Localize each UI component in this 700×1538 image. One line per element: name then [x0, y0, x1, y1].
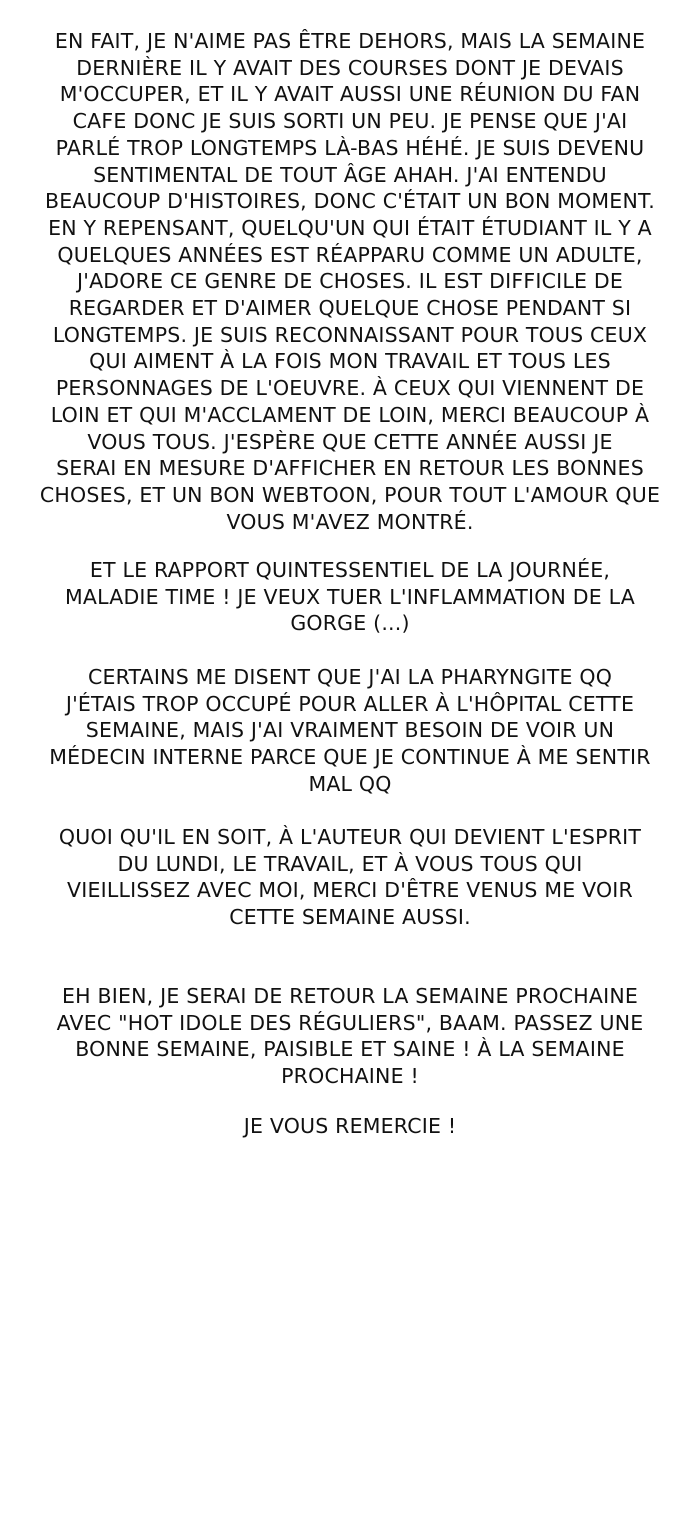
text-line: DERNIÈRE IL Y AVAIT DES COURSES DONT JE DEVAIS: [76, 55, 624, 80]
text-line: PROCHAINE !: [281, 1064, 419, 1089]
text-line: CERTAINS ME DISENT QUE J'AI LA PHARYNGITE QQ: [87, 665, 613, 689]
text-line: CETTE SEMAINE AUSSI.: [229, 905, 471, 930]
text-line: VIEILLISSEZ AVEC MOI, MERCI D'ÊTRE VENUS ME VOIR: [67, 878, 633, 903]
text-line: J'ADORE CE GENRE DE CHOSES. IL EST DIFFICILE DE: [77, 269, 623, 294]
text-line: M'OCCUPER, ET IL Y AVAIT AUSSI UNE RÉUNION DU FAN: [59, 82, 641, 107]
text-line: SEMAINE, MAIS J'AI VRAIMENT BESOIN DE VOIR UN: [85, 718, 615, 743]
text-line: PARLÉ TROP LONGTEMPS LÀ-BAS HÉHÉ. JE SUIS DEVENU: [55, 135, 645, 160]
text-line: VOUS M'AVEZ MONTRÉ.: [226, 509, 474, 534]
text-line: PERSONNAGES DE L'OEUVRE. À CEUX QUI VIENNENT DE: [55, 376, 645, 401]
text-line: CHOSES, ET UN BON WEBTOON, POUR TOUT L'AMOUR QUE: [39, 482, 661, 507]
text-line: EN FAIT, JE N'AIME PAS ÊTRE DEHORS, MAIS LA SEMAINE: [54, 29, 646, 53]
text-line: SERAI EN MESURE D'AFFICHER EN RETOUR LES BONNES: [56, 456, 644, 481]
text-line: ET LE RAPPORT QUINTESSENTIEL DE LA JOURNÉE,: [89, 558, 611, 582]
paragraph-intro: [14, 28, 686, 535]
text-line: CAFE DONC JE SUIS SORTI UN PEU. JE PENSE QUE J'AI: [72, 109, 628, 134]
text-line: EN Y REPENSANT, QUELQU'UN QUI ÉTAIT ÉTUDIANT IL Y A: [48, 215, 652, 240]
paragraph-illness-report: [14, 557, 686, 637]
text-line: REGARDER ET D'AIMER QUELQUE CHOSE PENDANT SI: [68, 296, 632, 321]
text-line: EH BIEN, JE SERAI DE RETOUR LA SEMAINE PROCHAINE: [61, 984, 639, 1008]
paragraph-thanks: [14, 824, 686, 931]
text-line: QUI AIMENT À LA FOIS MON TRAVAIL ET TOUS LES: [89, 349, 611, 374]
text-line: GORGE (...): [290, 611, 410, 636]
paragraph-next-week: [14, 983, 686, 1090]
text-line: MAL QQ: [308, 771, 392, 796]
text-line: SENTIMENTAL DE TOUT ÂGE AHAH. J'AI ENTENDU: [93, 162, 607, 187]
text-line: J'ÉTAIS TROP OCCUPÉ POUR ALLER À L'HÔPITAL CETTE: [65, 691, 635, 716]
text-line: DU LUNDI, LE TRAVAIL, ET À VOUS TOUS QUI: [117, 851, 583, 876]
text-line: JE VOUS REMERCIE !: [243, 1114, 457, 1138]
text-line: QUOI QU'IL EN SOIT, À L'AUTEUR QUI DEVIENT L'ESPRIT: [58, 825, 642, 849]
text-line: VOUS TOUS. J'ESPÈRE QUE CETTE ANNÉE AUSSI JE: [87, 429, 613, 454]
text-line: LONGTEMPS. JE SUIS RECONNAISSANT POUR TOUS CEUX: [52, 322, 648, 347]
text-line: QUELQUES ANNÉES EST RÉAPPARU COMME UN ADULTE,: [57, 242, 643, 267]
text-line: MÉDECIN INTERNE PARCE QUE JE CONTINUE À ME SENTIR: [49, 745, 651, 770]
text-line: BEAUCOUP D'HISTOIRES, DONC C'ÉTAIT UN BON MOMENT.: [45, 189, 655, 214]
text-line: LOIN ET QUI M'ACCLAMENT DE LOIN, MERCI BEAUCOUP À: [50, 402, 650, 427]
text-line: AVEC "HOT IDOLE DES RÉGULIERS", BAAM. PASSEZ UNE: [56, 1010, 644, 1035]
paragraph-closing: [14, 1113, 686, 1140]
text-line: MALADIE TIME ! JE VEUX TUER L'INFLAMMATION DE LA: [65, 584, 635, 609]
text-line: BONNE SEMAINE, PAISIBLE ET SAINE ! À LA SEMAINE: [75, 1037, 625, 1062]
paragraph-pharyngitis: [14, 664, 686, 798]
